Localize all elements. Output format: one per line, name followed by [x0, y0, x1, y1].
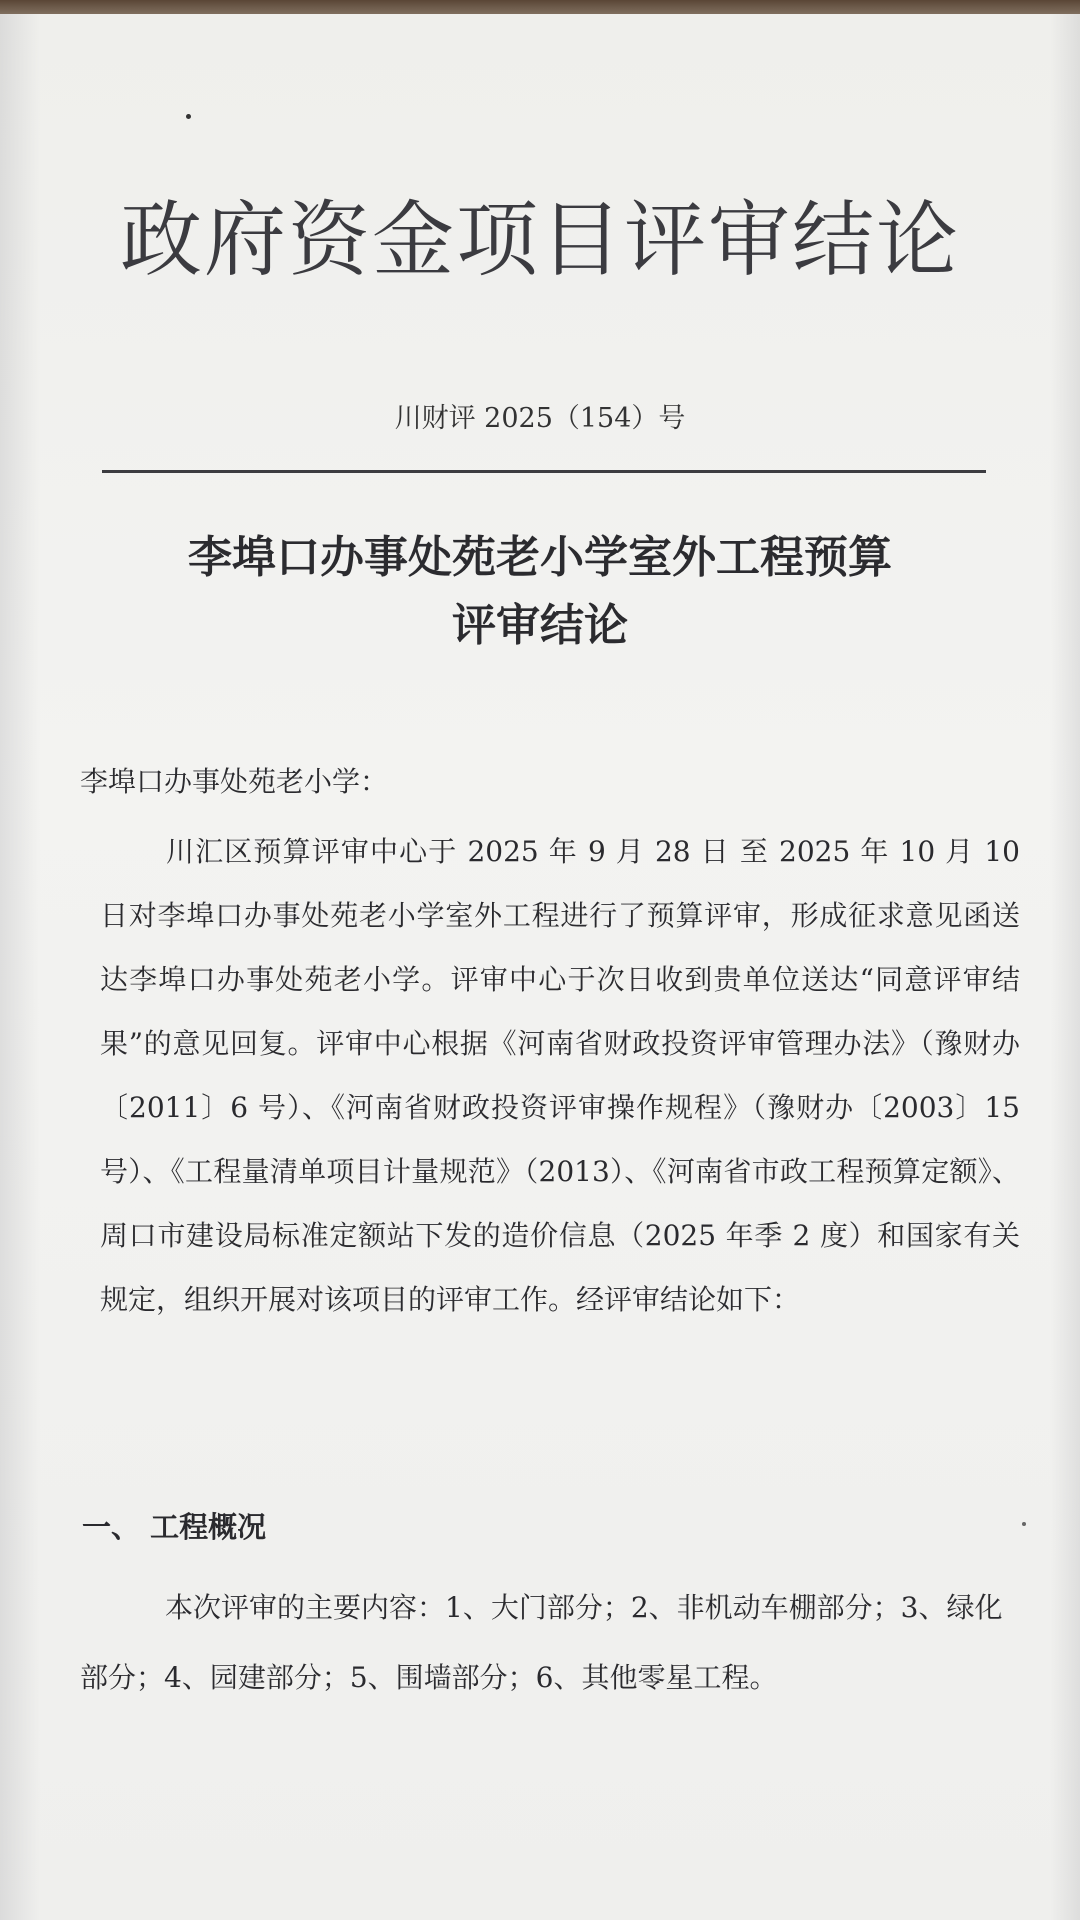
document-header-title: 政府资金项目评审结论: [119, 193, 960, 288]
paper-shadow-left: [0, 14, 40, 1920]
section-body-project-overview: 本次评审的主要内容：1、大门部分；2、非机动车棚部分；3、绿化部分；4、园建部分；5、围墙部分；6、其他零星工程。: [80, 1591, 1003, 1694]
paper-speck: [186, 114, 191, 119]
section-heading-project-overview: 一、 工程概况: [82, 1510, 267, 1544]
salutation: 李埠口办事处苑老小学：: [80, 765, 389, 798]
main-title-line-1: 李埠口办事处苑老小学室外工程预算: [188, 532, 892, 583]
paper-shadow-right: [1050, 14, 1080, 1920]
document-main-title: [0, 524, 1080, 660]
main-title-line-2: 评审结论: [452, 600, 628, 651]
document-number: 川财评 2025（154）号: [394, 403, 686, 434]
paper-speck: [1022, 1522, 1026, 1526]
body-paragraph: 川汇区预算评审中心于 2025 年 9 月 28 日 至 2025 年 10 月 10 日对李埠口办事处苑老小学室外工程进行了预算评审，形成征求意见函送达李埠口办事处苑老小学。评审中心于次日收到贵单位送达“同意评审结果”的意见回复。评审中心根据《河南省财政投资评审管理办法》（豫财办〔2011〕6 号）、《河南省财政投资评审操作规程》（豫财办〔2003〕15 号）、《工程量清单项目计量规范》（2013）、《河南省市政工程预算定额》、周口市建设局标准定额站下发的造价信息（2025 年季 2 度）和国家有关规定，组织开展对该项目的评审工作。经评审结论如下：: [100, 835, 1020, 1316]
header-divider: [102, 470, 986, 473]
